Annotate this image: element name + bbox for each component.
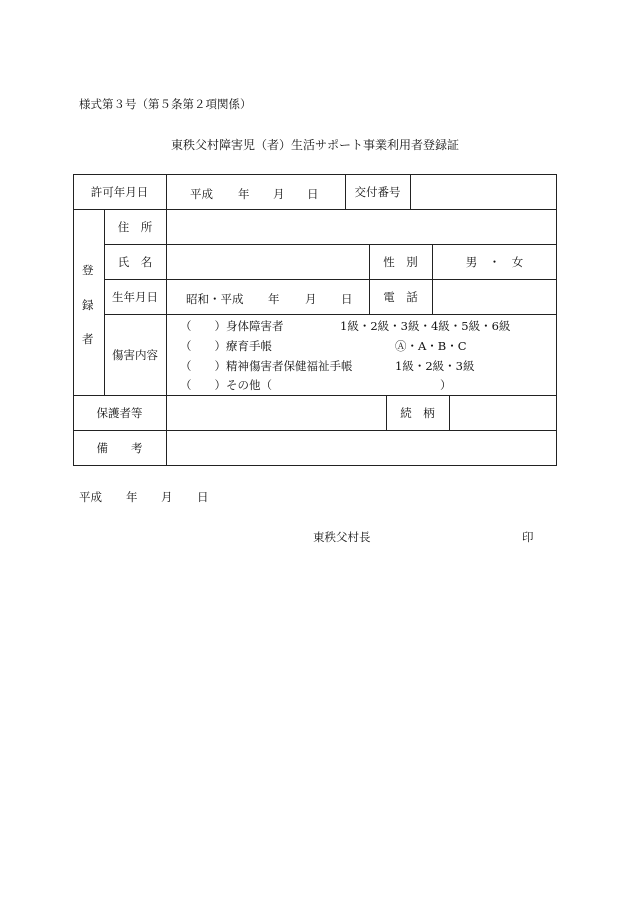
- issue-date-era: 平成: [79, 490, 102, 504]
- relation-label: 続 柄: [400, 405, 435, 420]
- birth-month-unit: 月: [305, 292, 317, 306]
- row-line: [104, 279, 557, 280]
- issue-year-unit: 年: [126, 490, 138, 504]
- guardian-label: 保護者等: [96, 405, 143, 420]
- disability-label: 傷害内容: [112, 347, 158, 362]
- registrant-char: 録: [82, 298, 94, 312]
- address-label: 住 所: [117, 219, 153, 234]
- disability-item-name: （ ）身体障害者: [180, 319, 284, 333]
- birth-day-unit: 日: [341, 292, 353, 306]
- phone-label: 電 話: [383, 289, 418, 304]
- sex-options: 男 ・ 女: [465, 254, 524, 269]
- column-line: [449, 395, 450, 430]
- disability-item-name: （ ）その他（: [180, 378, 272, 392]
- issue-number-label: 交付番号: [354, 184, 401, 199]
- column-line: [166, 174, 167, 209]
- birthdate-label: 生年月日: [112, 289, 158, 304]
- disability-item-name: （ ）精神傷害者保健福祉手帳: [180, 359, 353, 373]
- permit-month-unit: 月: [273, 187, 285, 201]
- document-title: 東秩父村障害児（者）生活サポート事業利用者登録証: [170, 138, 459, 152]
- permit-year-unit: 年: [238, 187, 250, 201]
- form-number: 様式第３号（第５条第２項関係）: [79, 97, 252, 111]
- permit-date-era: 平成: [190, 187, 213, 201]
- disability-item-grades: 1級・2級・3級: [395, 359, 475, 373]
- registrant-char: 者: [82, 332, 94, 346]
- issue-day-unit: 日: [197, 490, 209, 504]
- disability-item-grades: Ⓐ・A・B・C: [395, 339, 467, 353]
- seal-mark: 印: [522, 530, 534, 544]
- name-label: 氏 名: [117, 254, 153, 269]
- issue-month-unit: 月: [161, 490, 173, 504]
- disability-item-name: （ ）療育手帳: [180, 339, 272, 353]
- remarks-label: 備 考: [96, 441, 143, 455]
- column-line: [410, 174, 411, 209]
- birth-year-unit: 年: [268, 292, 280, 306]
- disability-item-grades: 1級・2級・3級・4級・5級・6級: [340, 319, 511, 333]
- disability-item-grades: ）: [440, 378, 452, 392]
- issuer-name: 東秩父村長: [313, 530, 371, 544]
- permit-date-label: 許可年月日: [90, 184, 149, 199]
- sex-label: 性 別: [383, 254, 418, 269]
- column-line: [166, 209, 167, 466]
- birthdate-era: 昭和・平成: [186, 292, 244, 306]
- row-line: [104, 314, 557, 315]
- registrant-char: 登: [82, 263, 94, 277]
- permit-day-unit: 日: [307, 187, 319, 201]
